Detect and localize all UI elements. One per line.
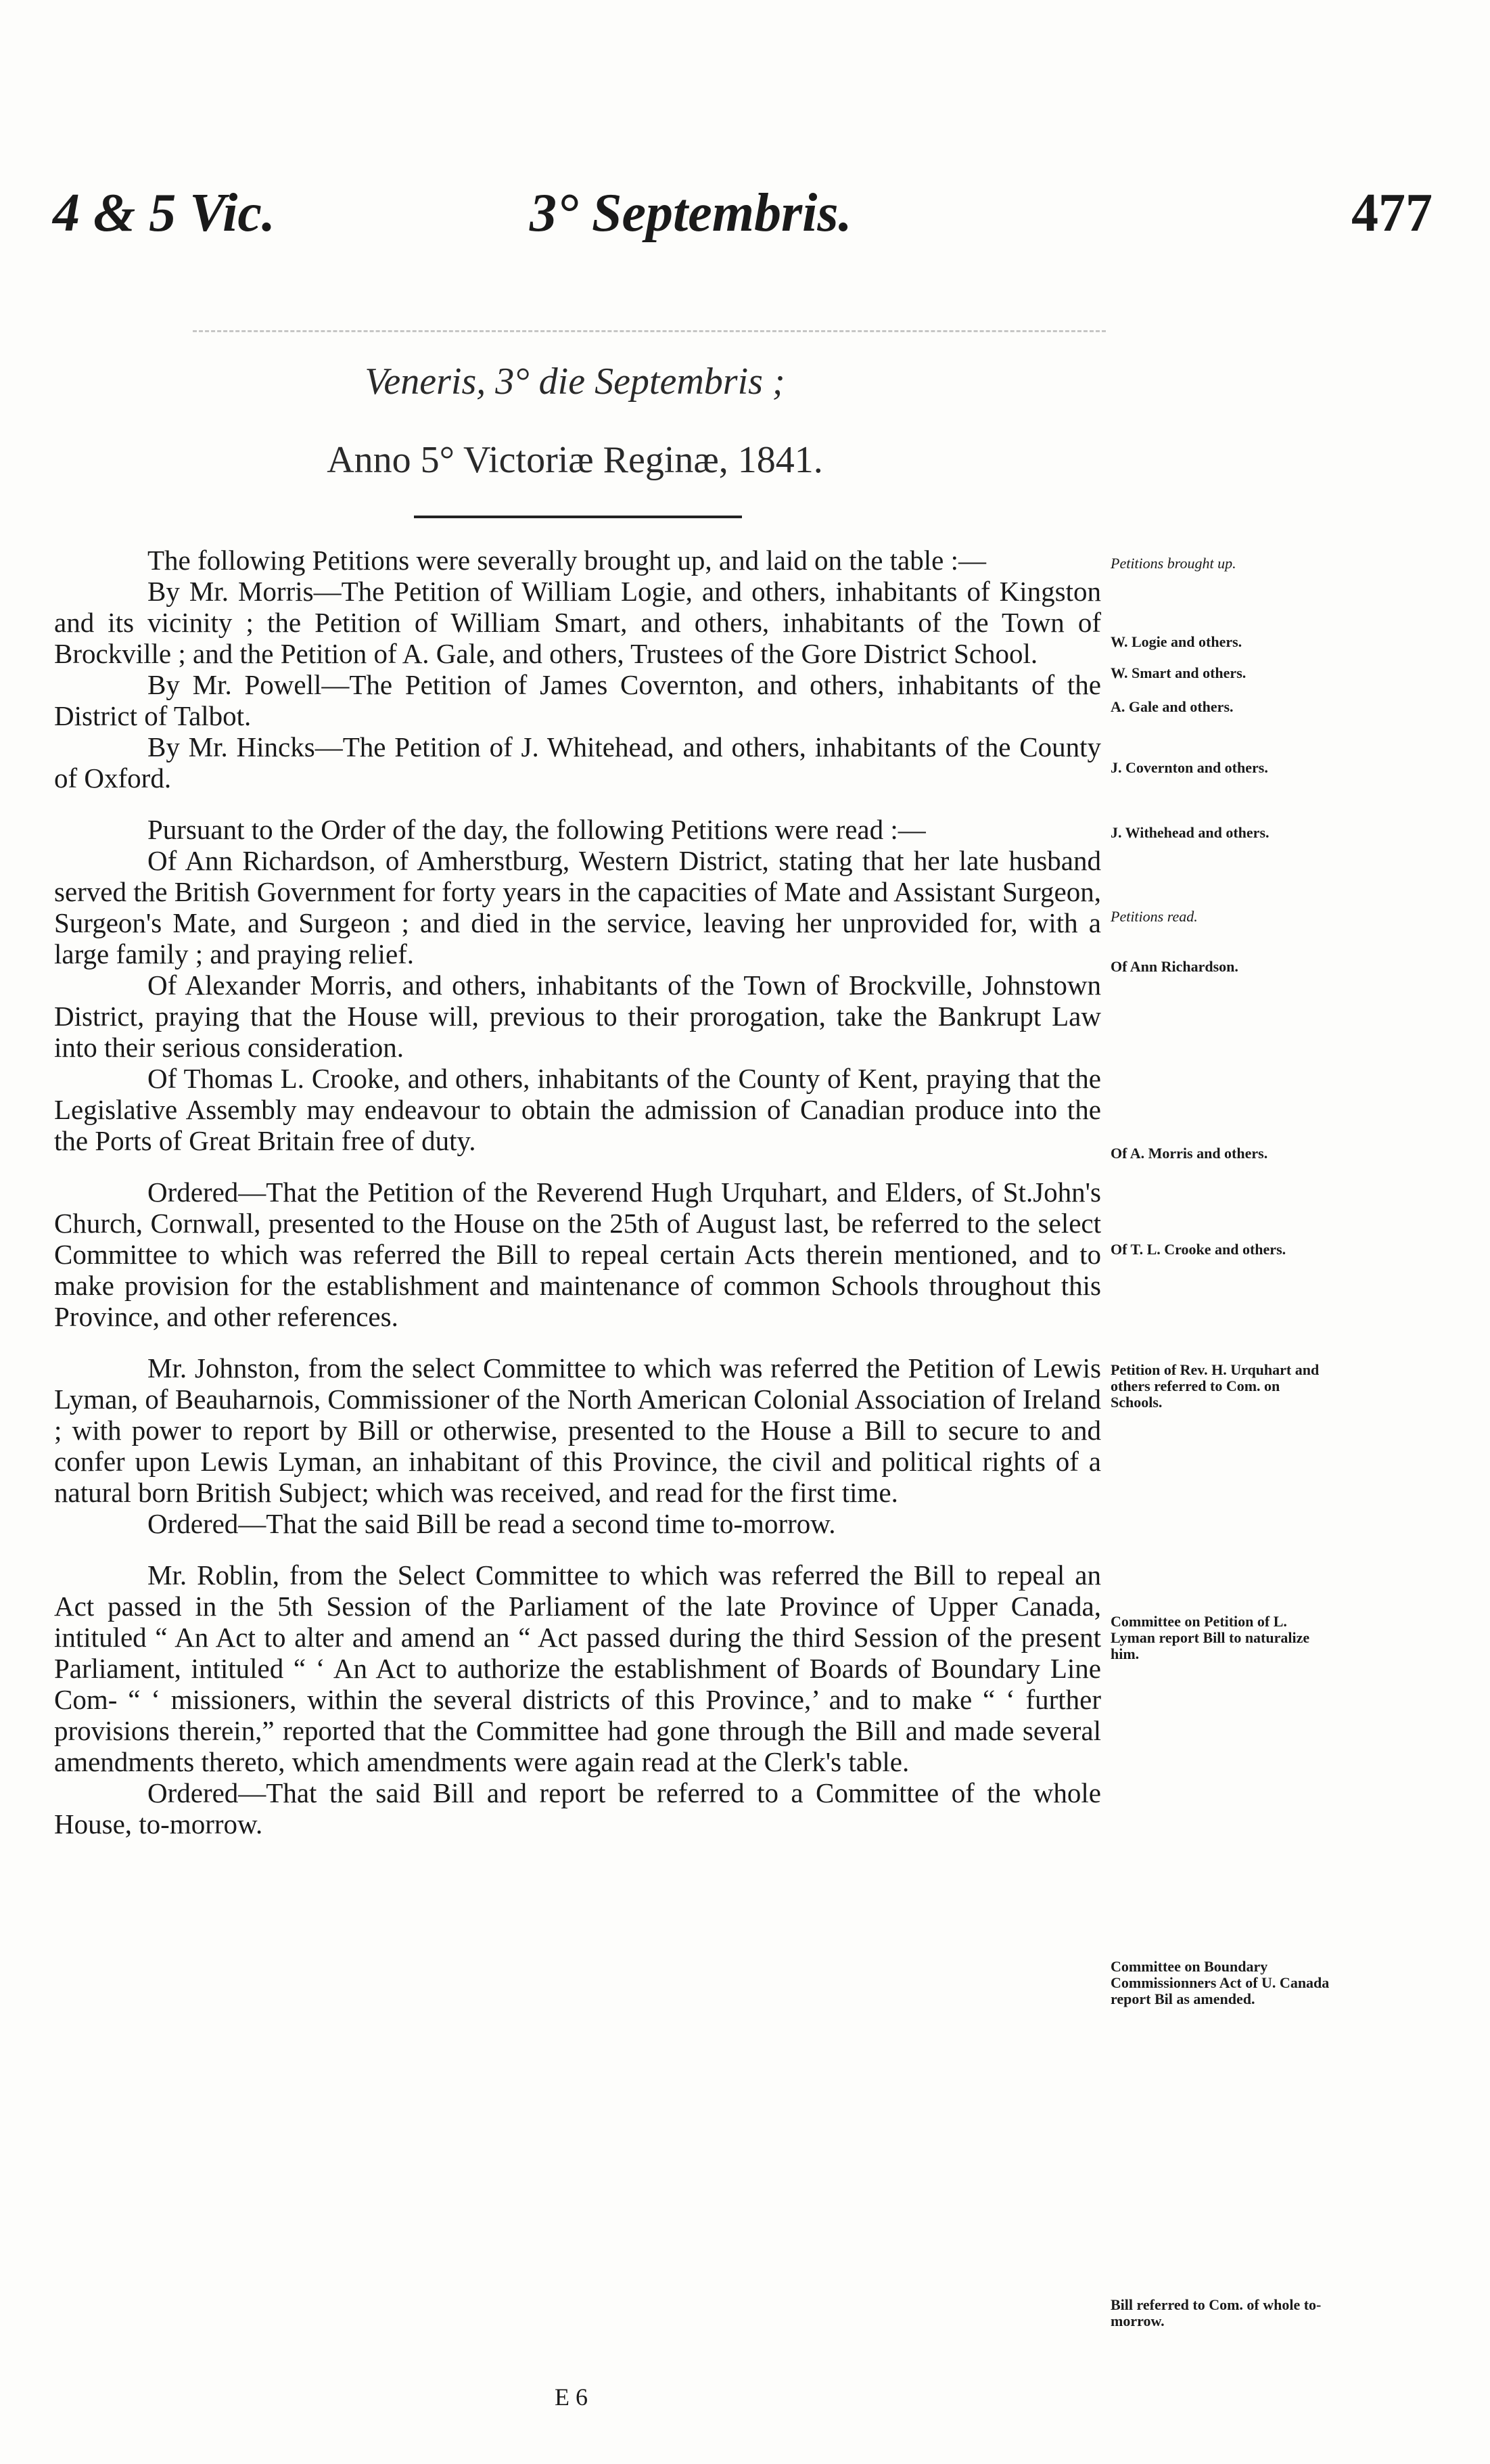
- page-header: [53, 183, 1433, 264]
- margin-note: J. Withehead and others.: [1111, 824, 1270, 841]
- margin-note: Of T. L. Crooke and others.: [1111, 1241, 1286, 1258]
- margin-note: J. Covernton and others.: [1111, 759, 1268, 776]
- paragraph-alexander-morris: Of Alexander Morris, and others, inhabitants of the Town of Brockville, Johnstown District, praying that the House will, previous to their prorogation, take the Bankrupt Law into their serious consideration.: [54, 969, 1101, 1063]
- margin-note: Committee on Boundary Commissionners Act of U. Canada report Bil as amended.: [1111, 1958, 1330, 2007]
- paragraph-committee-order: Ordered—That the said Bill and report be referred to a Committee of the whole House, to-morrow.: [54, 1777, 1101, 1840]
- signature-mark: E 6: [555, 2383, 588, 2411]
- paragraph-hincks-petition: By Mr. Hincks—The Petition of J. Whitehead, and others, inhabitants of the County of Oxford.: [54, 731, 1101, 794]
- margin-note: Committee on Petition of L. Lyman report Bill to naturalize him.: [1111, 1613, 1310, 1662]
- margin-note: Bill referred to Com. of whole to-morrow.: [1111, 2296, 1322, 2329]
- margin-note: Of Ann Richardson.: [1111, 958, 1238, 975]
- paragraph-second-reading-order: Ordered—That the said Bill be read a second time to-morrow.: [147, 1508, 836, 1539]
- scan-noise-divider: [193, 330, 1106, 339]
- paragraph-powell-petition: By Mr. Powell—The Petition of James Covernton, and others, inhabitants of the District of Talbot.: [54, 669, 1101, 731]
- paragraph-johnston-report: Mr. Johnston, from the select Committee to which was referred the Petition of Lewis Lyman, of Beauharnois, Commissioner of the North American Colonial Association of Ireland ; with power to report by Bill or otherwise, presented to the House a Bill to secure to and confer upon Lewis Lyman, an inhabitant of this Province, the civil and political rights of a natural born British Subject; which was received, and read for the first time.: [54, 1352, 1101, 1508]
- header-date: 3° Septembris.: [530, 183, 852, 243]
- paragraph-morris-petitions: By Mr. Morris—The Petition of William Logie, and others, inhabitants of Kingston and its vicinity ; the Petition of William Smart, and others, inhabitants of the Town of Brockville ; and the Petition of A. Gale, and others, Trustees of the Gore District School.: [54, 576, 1101, 669]
- paragraph-ann-richardson: Of Ann Richardson, of Amherstburg, Western District, stating that her late husband served the British Government for forty years in the capacities of Mate and Assistant Surgeon, Surgeon's Mate, and Surgeon ; and died in the service, leaving her unprovided for, with a large family ; and praying relief.: [54, 845, 1101, 969]
- margin-note: W. Logie and others.: [1111, 633, 1242, 650]
- paragraph-petitions-brought-up: The following Petitions were severally brought up, and laid on the table :—: [147, 545, 986, 576]
- margin-note: Petition of Rev. H. Urquhart and others referred to Com. on Schools.: [1111, 1361, 1320, 1411]
- margin-note: Petitions brought up.: [1111, 555, 1236, 572]
- paragraph-urquhart-order: Ordered—That the Petition of the Reverend Hugh Urquhart, and Elders, of St.John's Church, Cornwall, presented to the House on the 25th of August last, be referred to the select Committee to which was referred the Bill to repeal certain Acts therein mentioned, and to make provision for the establishment and maintenance of common Schools throughout this Province, and other references.: [54, 1177, 1101, 1332]
- session-label: 4 & 5 Vic.: [53, 183, 275, 243]
- page-number: 477: [1351, 183, 1433, 243]
- margin-note: Petitions read.: [1111, 908, 1198, 925]
- paragraph-roblin-report: Mr. Roblin, from the Select Committee to which was referred the Bill to repeal an Act passed in the 5th Session of the Parliament of the late Province of Upper Canada, intituled “ An Act to alter and amend an “ Act passed during the third Session of the present Parliament, intituled “ ‘ An Act to authorize the establishment of Boards of Boundary Line Com- “ ‘ missioners, within the several districts of this Province,’ and to make “ ‘ further provisions therein,” reported that the Committee had gone through the Bill and made several amendments thereto, which amendments were again read at the Clerk's table.: [54, 1559, 1101, 1777]
- margin-note: A. Gale and others.: [1111, 698, 1234, 715]
- sitting-day-line: Veneris, 3° die Septembris ;: [365, 361, 785, 403]
- paragraph-thomas-crooke: Of Thomas L. Crooke, and others, inhabitants of the County of Kent, praying that the Legislative Assembly may endeavour to obtain the admission of Canadian produce into the the Ports of Great Britain free of duty.: [54, 1063, 1101, 1156]
- title-rule: [414, 516, 742, 518]
- sitting-year-line: Anno 5° Victoriæ Reginæ, 1841.: [327, 439, 823, 481]
- paragraph-petitions-read: Pursuant to the Order of the day, the following Petitions were read :—: [147, 814, 926, 845]
- margin-note: W. Smart and others.: [1111, 664, 1247, 681]
- margin-note: Of A. Morris and others.: [1111, 1145, 1268, 1162]
- journal-body: [54, 545, 1101, 1840]
